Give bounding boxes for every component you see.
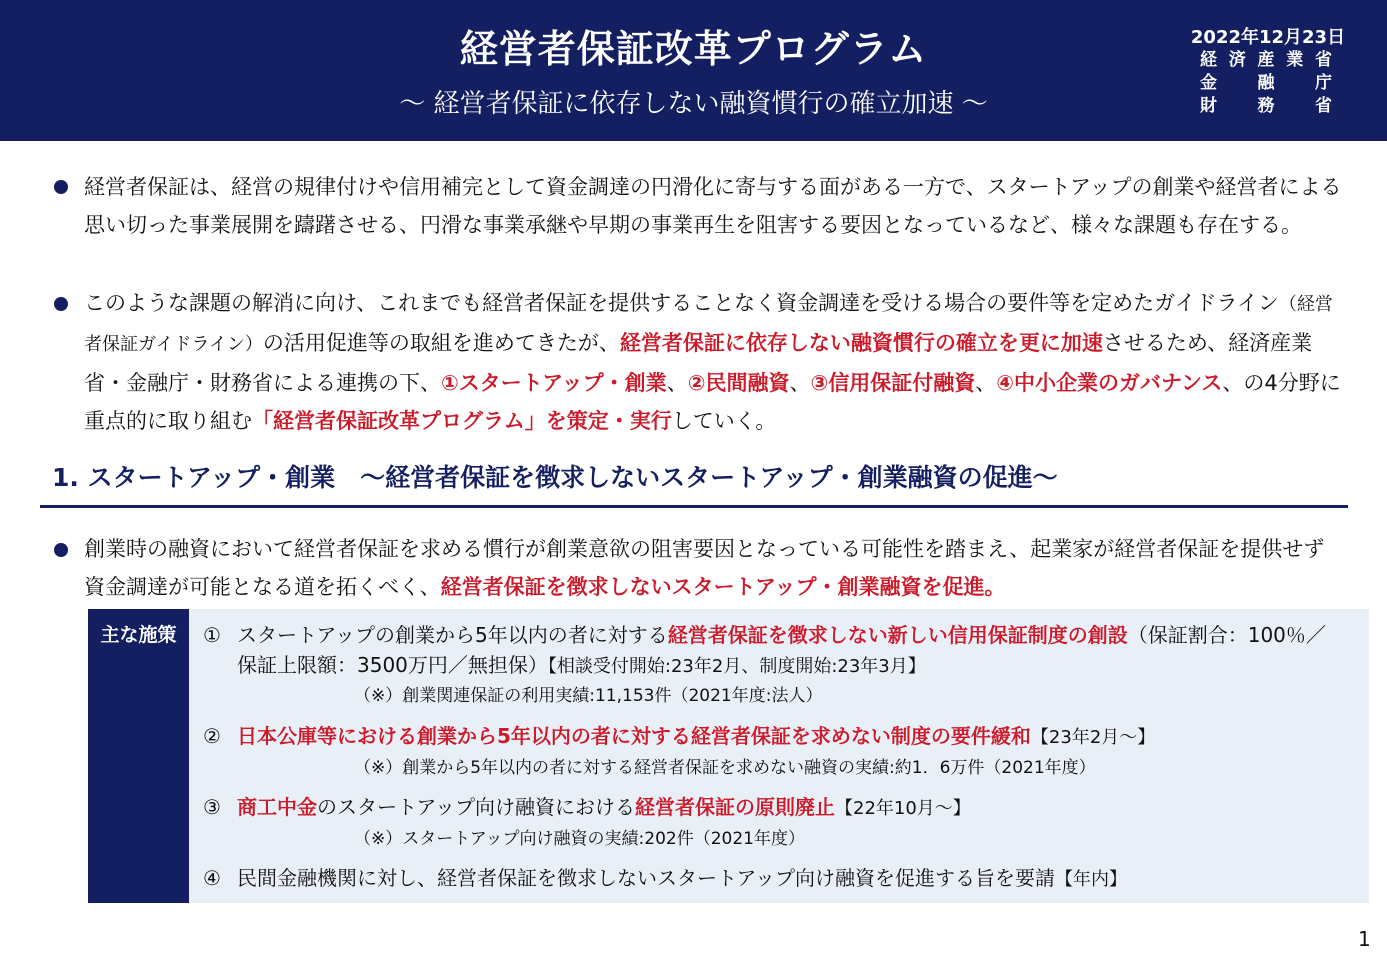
- measure-item-2: ② 日本公庫等における創業から5年以内の者に対する経営者保証を求めない制度の要件緩和【23年2月～】: [203, 721, 1343, 753]
- page-title: 経営者保証改革プログラム: [459, 27, 928, 71]
- intro-paragraph-2: このような課題の解消に向け、これまでも経営者保証を提供することなく資金調達を受ける場合の要件等を定めたガイドライン（経営者保証ガイドライン）の活用促進等の取組を進めてきたが、経営者保証に依存しない融資慣行の確立を更に加速させるため、経済産業省・金融庁・財務省による連携の下、①スタートアップ・創業、②民間融資、③信用保証付融資、④中小企業のガバナンス、の4分野に重点的に取り組む「経営者保証改革プログラム」を策定・実行していく。: [84, 291, 1341, 433]
- org-mof: 財 務 省: [1200, 96, 1332, 116]
- org-meti: 経 済 産 業 省: [1200, 50, 1332, 70]
- measure-number: ①: [203, 623, 221, 647]
- header-banner: [0, 0, 1387, 141]
- measure-item-1: ① スタートアップの創業から5年以内の者に対する経営者保証を徴求しない新しい信用保証制度の創設（保証割合：100％／保証上限額：3500万円／無担保）【相談受付開始:23年2月、制度開始:23年3月】: [203, 620, 1343, 682]
- measure-number: ④: [203, 866, 221, 890]
- highlight-text: 商工中金: [237, 795, 317, 819]
- bullet-icon: [54, 180, 68, 194]
- section-paragraph: 創業時の融資において経営者保証を求める慣行が創業意欲の阻害要因となっている可能性を踏まえ、起業家が経営者保証を提供せず資金調達が可能となる道を拓くべく、経営者保証を徴求しないスタートアップ・創業融資を促進。: [84, 537, 1325, 599]
- highlight-text: 「経営者保証改革プログラム」を策定・実行: [252, 409, 672, 433]
- highlight-text: ④中小企業のガバナンス: [996, 371, 1223, 395]
- bullet-icon: [54, 297, 68, 311]
- measure-note-3: （※）スタートアップ向け融資の実績:202件（2021年度）: [354, 829, 805, 849]
- highlight-text: ①スタートアップ・創業: [441, 371, 667, 395]
- highlight-text: 経営者保証の原則廃止: [635, 795, 835, 819]
- measure-item-3: ③ 商工中金のスタートアップ向け融資における経営者保証の原則廃止【22年10月～】: [203, 792, 1343, 824]
- section-divider: [40, 505, 1348, 508]
- measure-item-4: ④ 民間金融機関に対し、経営者保証を徴求しないスタートアップ向け融資を促進する旨を要請【年内】: [203, 863, 1343, 895]
- highlight-text: 経営者保証を徴求しないスタートアップ・創業融資を促進。: [440, 575, 1006, 599]
- highlight-text: ②民間融資: [687, 371, 790, 395]
- issue-date: 2022年12月23日: [1190, 27, 1346, 48]
- section-heading: 1. スタートアップ・創業 ～経営者保証を徴求しないスタートアップ・創業融資の促進～: [52, 463, 1058, 492]
- highlight-text: 経営者保証を徴求しない新しい信用保証制度の創設: [667, 623, 1128, 647]
- page-subtitle: ～ 経営者保証に依存しない融資慣行の確立加速 ～: [399, 89, 988, 119]
- measure-note-2: （※）創業から5年以内の者に対する経営者保証を求めない融資の実績:約1．6万件（2021年度）: [354, 758, 1096, 778]
- measures-panel: [88, 609, 1369, 903]
- measure-number: ②: [203, 724, 221, 748]
- measure-note-1: （※）創業関連保証の利用実績:11,153件（2021年度:法人）: [354, 686, 823, 706]
- highlight-text: 日本公庫等における創業から5年以内の者に対する経営者保証を求めない制度の要件緩和: [237, 724, 1031, 748]
- issuer-block: [1182, 26, 1354, 118]
- org-fsa: 金 融 庁: [1200, 73, 1332, 93]
- intro-paragraph-1: 経営者保証は、経営の規律付けや信用補完として資金調達の円滑化に寄与する面がある一方で、スタートアップの創業や経営者による思い切った事業展開を躊躇させる、円滑な事業承継や早期の事業再生を阻害する要因となっているなど、様々な課題も存在する。: [84, 175, 1342, 237]
- highlight-text: 経営者保証に依存しない融資慣行の確立を更に加速: [619, 331, 1103, 355]
- measures-label: 主な施策: [100, 624, 177, 646]
- bullet-icon: [54, 543, 68, 557]
- measure-number: ③: [203, 795, 221, 819]
- measures-label-box: [88, 609, 189, 903]
- page-number: 1: [1358, 927, 1371, 951]
- highlight-text: ③信用保証付融資: [810, 371, 976, 395]
